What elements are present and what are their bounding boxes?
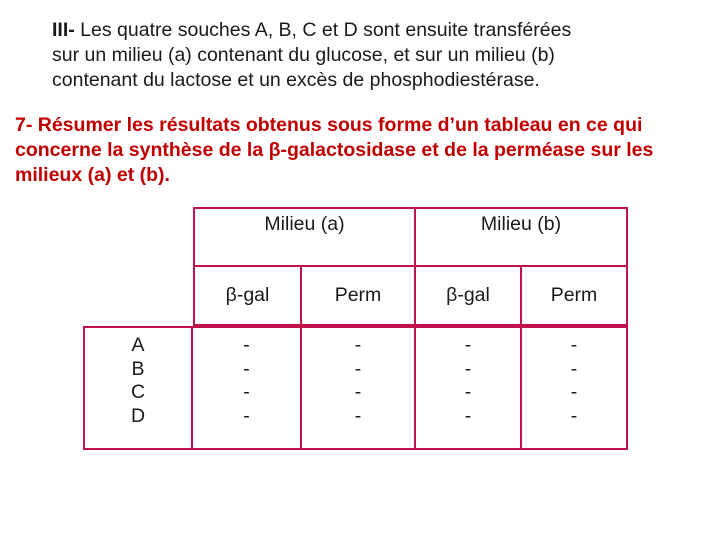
subheader-b-bgal: β-gal xyxy=(416,267,522,326)
subheader-b-perm: Perm xyxy=(522,267,628,326)
milieu-b-label: Milieu (b) xyxy=(480,213,562,235)
table-cell: - xyxy=(570,404,578,427)
strain-label: D xyxy=(130,404,146,427)
col-b-perm xyxy=(522,326,628,450)
question-line-2: concerne la synthèse de la β-galactosidase et de la perméase sur les xyxy=(15,139,654,161)
table-cell: - xyxy=(354,381,362,403)
intro-line-1 xyxy=(52,18,652,43)
table-cell: - xyxy=(570,357,578,380)
table-cell: - xyxy=(570,381,578,403)
intro-text-1: Les quatre souches A, B, C et D sont ensuite transférées xyxy=(80,19,572,41)
strain-label: C xyxy=(130,381,146,403)
table-cell: - xyxy=(464,334,472,356)
table-cell: - xyxy=(464,381,472,403)
col-a-bgal xyxy=(193,326,302,450)
table-cell: - xyxy=(570,334,578,356)
table-cell: - xyxy=(243,381,250,403)
strain-label: A xyxy=(131,334,145,356)
table-cell: - xyxy=(354,334,362,356)
header-milieu-a xyxy=(193,207,416,267)
col-a-perm xyxy=(302,326,416,450)
subheader-a-perm: Perm xyxy=(302,267,416,326)
table-cell: - xyxy=(243,357,250,380)
section-number: III- xyxy=(52,19,75,41)
table-cell: - xyxy=(354,404,362,427)
question-paragraph xyxy=(15,113,705,188)
strain-label: B xyxy=(131,357,145,380)
strain-column xyxy=(83,326,193,450)
intro-paragraph xyxy=(52,18,652,93)
table-cell: - xyxy=(354,357,362,380)
table-cell: - xyxy=(243,334,250,356)
table-cell: - xyxy=(464,357,472,380)
intro-line-3: contenant du lactose et un excès de phosphodiestérase. xyxy=(52,69,540,91)
question-line-1: 7- Résumer les résultats obtenus sous forme d’un tableau en ce qui xyxy=(15,114,643,136)
question-line-3: milieux (a) et (b). xyxy=(15,164,170,186)
subheader-a-bgal: β-gal xyxy=(193,267,302,326)
table-cell: - xyxy=(243,404,250,427)
table-cell: - xyxy=(464,404,472,427)
intro-line-2: sur un milieu (a) contenant du glucose, et sur un milieu (b) xyxy=(52,44,555,66)
col-b-bgal xyxy=(416,326,522,450)
header-milieu-b xyxy=(416,207,628,267)
milieu-a-label: Milieu (a) xyxy=(264,213,345,235)
